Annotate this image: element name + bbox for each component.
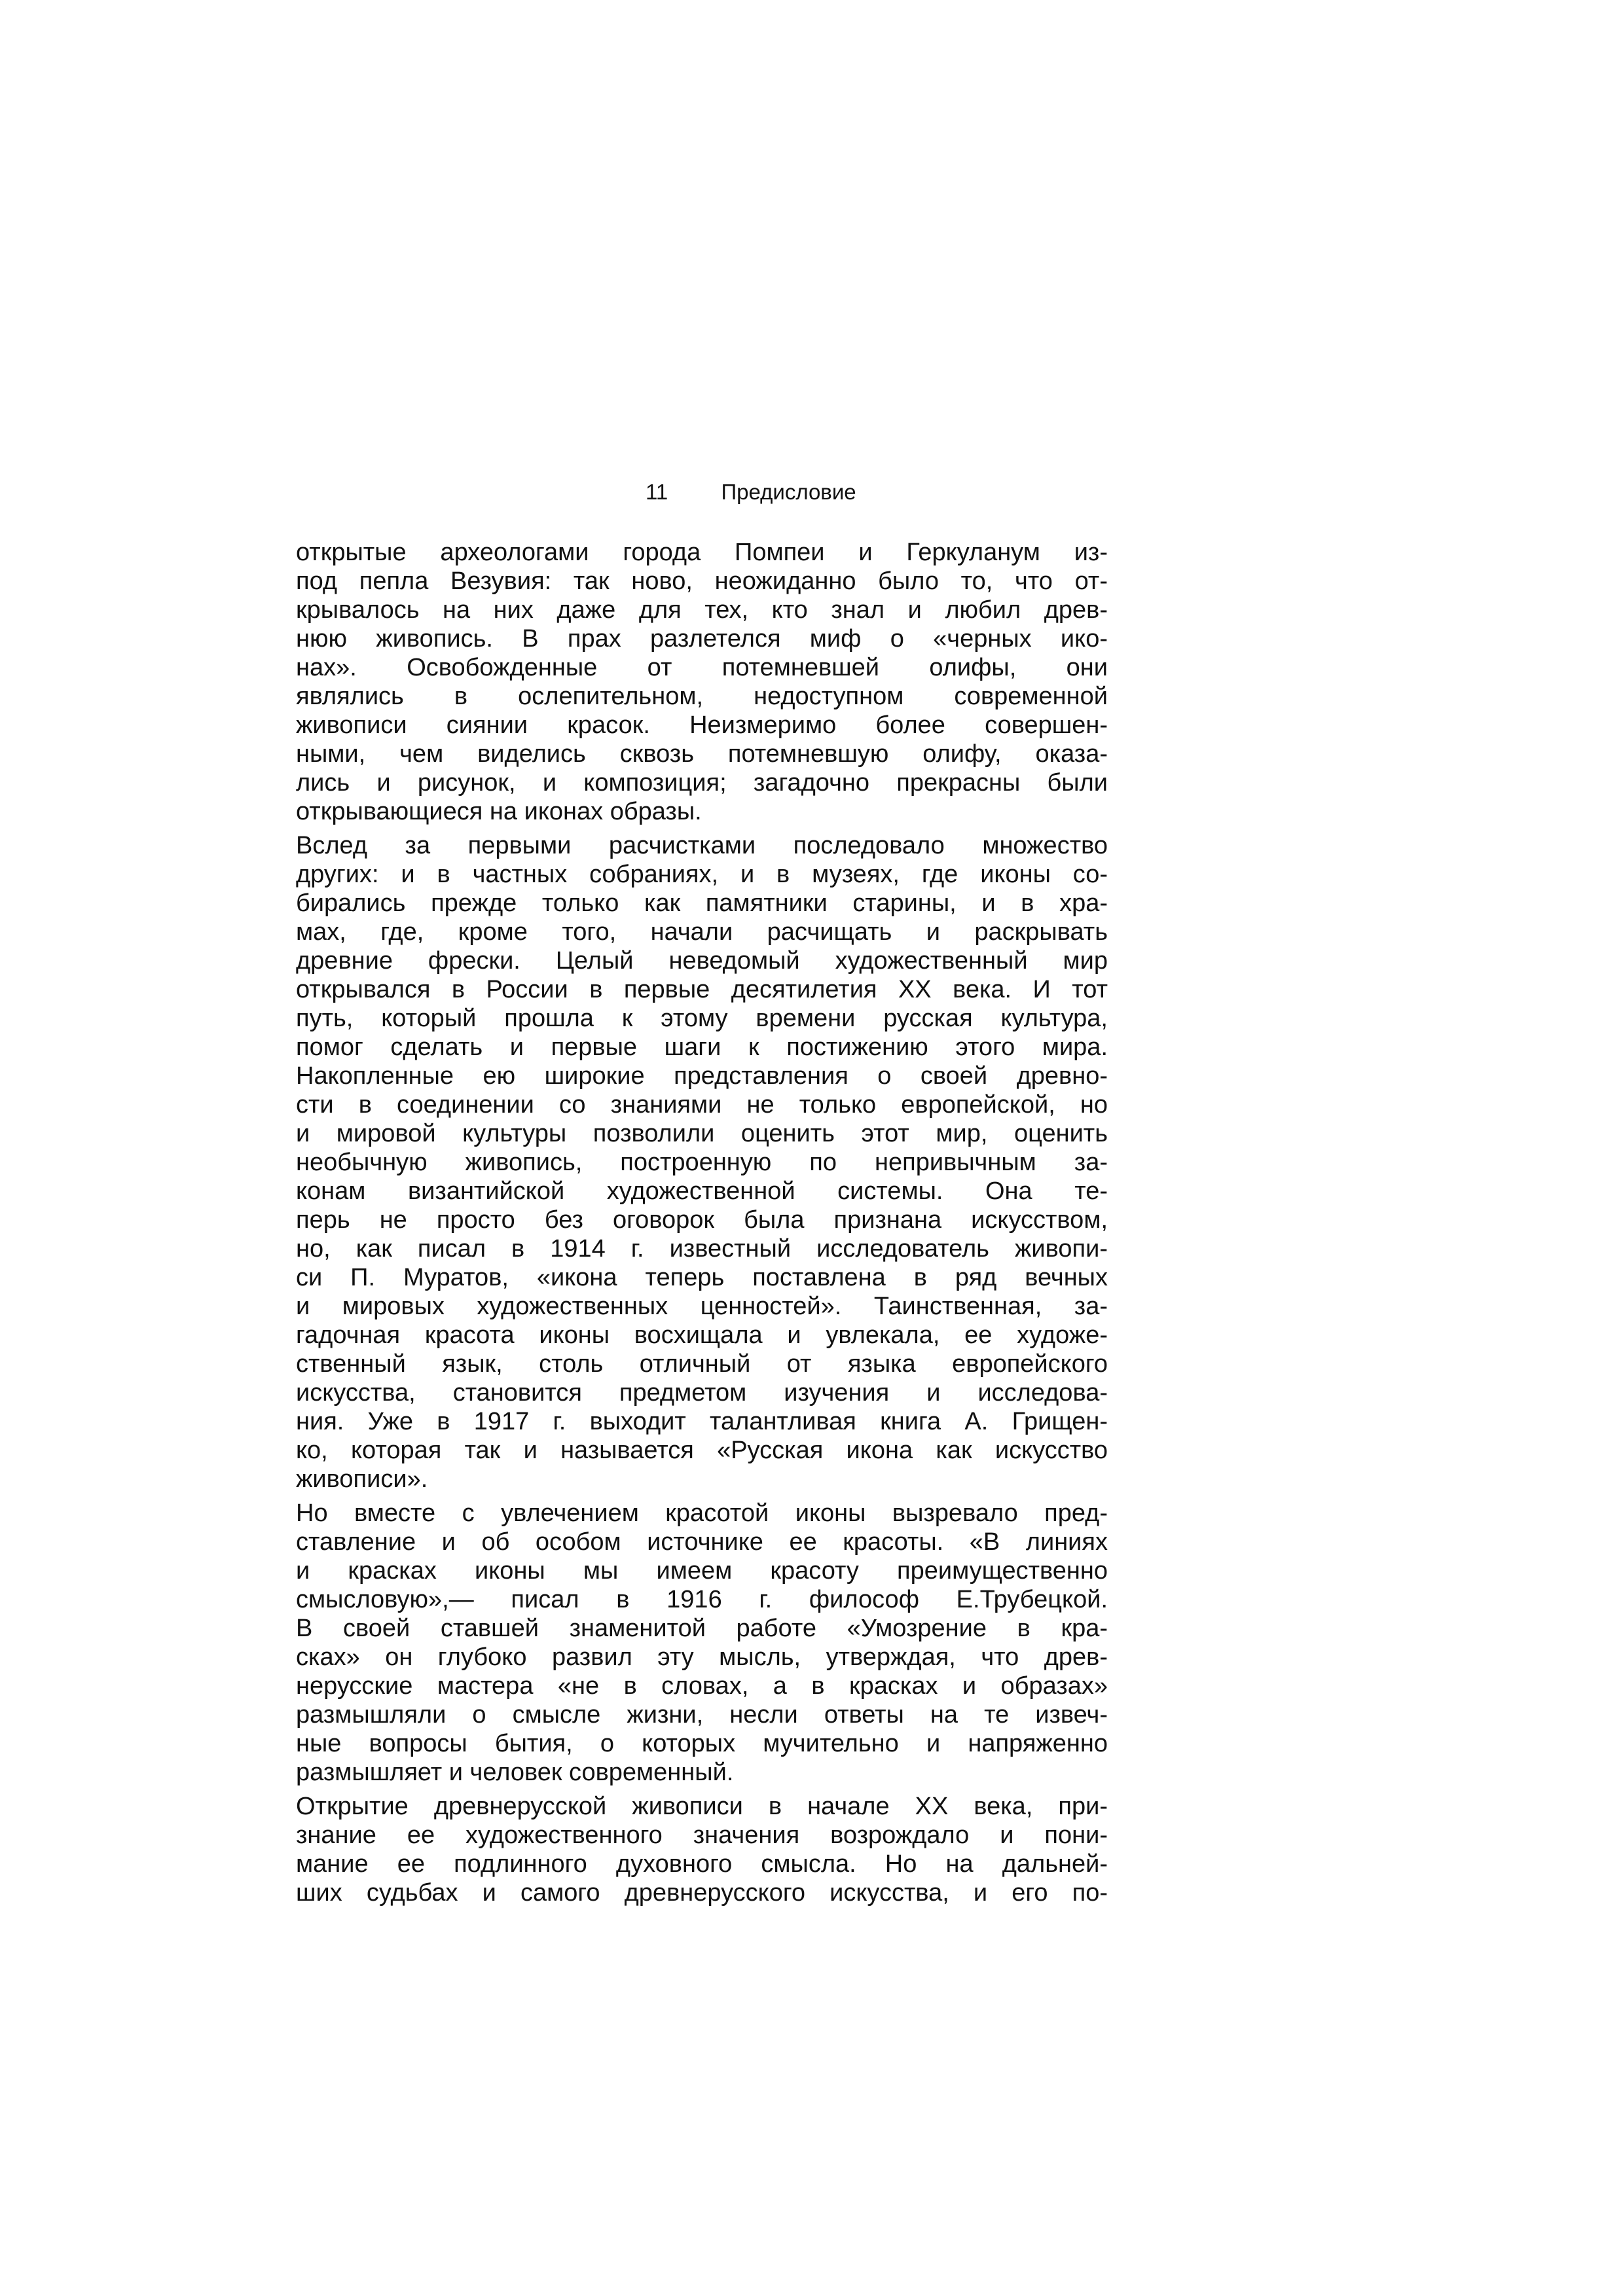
- text-line: нах». Освобожденные от потемневшей олифы, они: [296, 654, 1108, 681]
- text-line: си П. Муратов, «икона теперь поставлена в ряд вечных: [296, 1264, 1108, 1291]
- text-line: сках» он глубоко развил эту мысль, утверждая, что древ-: [296, 1643, 1108, 1671]
- text-line: открывался в России в первые десятилетия XX века. И тот: [296, 976, 1108, 1003]
- text-line: нерусские мастера «не в словах, а в красках и образах»: [296, 1672, 1108, 1700]
- text-line: ставление и об особом источнике ее красоты. «В линиях: [296, 1528, 1108, 1556]
- text-line: и мировых художественных ценностей». Таинственная, за-: [296, 1293, 1108, 1320]
- text-line: других: и в частных собраниях, и в музеях, где иконы со-: [296, 861, 1108, 888]
- text-line: являлись в ослепительном, недоступном современной: [296, 683, 1108, 710]
- paragraph: [296, 538, 1108, 826]
- text-line: лись и рисунок, и композиция; загадочно прекрасны были: [296, 769, 1108, 797]
- text-line: помог сделать и первые шаги к постижению этого мира.: [296, 1033, 1108, 1061]
- text-line: В своей ставшей знаменитой работе «Умозрение в кра-: [296, 1615, 1108, 1642]
- text-line: и красках иконы мы имеем красоту преимущественно: [296, 1557, 1108, 1585]
- text-line: размышляет и человек современный.: [296, 1759, 734, 1786]
- text-line: Вслед за первыми расчистками последовало множество: [296, 832, 1108, 859]
- text-line: и мировой культуры позволили оценить этот мир, оценить: [296, 1120, 1108, 1147]
- text-line: мах, где, кроме того, начали расчищать и раскрывать: [296, 918, 1108, 946]
- running-head: [646, 479, 856, 505]
- text-line: перь не просто без оговорок была признана искусством,: [296, 1206, 1108, 1234]
- paragraph: [296, 1792, 1108, 1907]
- text-line: под пепла Везувия: так ново, неожиданно было то, что от-: [296, 567, 1108, 595]
- page-number: 11: [646, 480, 668, 504]
- text-line: искусства, становится предметом изучения и исследова-: [296, 1379, 1108, 1407]
- text-line: Открытие древнерусской живописи в начале XX века, при-: [296, 1793, 1108, 1820]
- text-line: крывалось на них даже для тех, кто знал и любил древ-: [296, 596, 1108, 624]
- paragraph: [296, 1499, 1108, 1787]
- text-line: ные вопросы бытия, о которых мучительно и напряженно: [296, 1730, 1108, 1757]
- text-line: Но вместе с увлечением красотой иконы вызревало пред-: [296, 1499, 1108, 1527]
- paragraph: [296, 831, 1108, 1494]
- text-line: ственный язык, столь отличный от языка европейского: [296, 1350, 1108, 1378]
- text-line: живописи».: [296, 1465, 428, 1493]
- text-line: бирались прежде только как памятники старины, и в хра-: [296, 889, 1108, 917]
- text-line: Накопленные ею широкие представления о своей древно-: [296, 1062, 1108, 1090]
- text-line: путь, который прошла к этому времени русская культура,: [296, 1005, 1108, 1032]
- text-line: но, как писал в 1914 г. известный исследователь живопи-: [296, 1235, 1108, 1263]
- text-line: знание ее художественного значения возрождало и пони-: [296, 1821, 1108, 1849]
- text-line: открывающиеся на иконах образы.: [296, 798, 702, 825]
- text-line: мание ее подлинного духовного смысла. Но на дальней-: [296, 1850, 1108, 1878]
- text-line: нюю живопись. В прах разлетелся миф о «черных ико-: [296, 625, 1108, 653]
- text-line: размышляли о смысле жизни, несли ответы на те извеч-: [296, 1701, 1108, 1729]
- text-line: ными, чем виделись сквозь потемневшую олифу, оказа-: [296, 740, 1108, 768]
- text-line: конам византийской художественной системы. Она те-: [296, 1177, 1108, 1205]
- running-title: Предисловие: [721, 480, 856, 504]
- text-line: открытые археологами города Помпеи и Геркуланум из-: [296, 539, 1108, 566]
- text-line: необычную живопись, построенную по непривычным за-: [296, 1149, 1108, 1176]
- text-line: ко, которая так и называется «Русская икона как искусство: [296, 1437, 1108, 1464]
- text-line: ния. Уже в 1917 г. выходит талантливая книга А. Грищен-: [296, 1408, 1108, 1435]
- text-line: живописи сиянии красок. Неизмеримо более совершен-: [296, 711, 1108, 739]
- text-line: древние фрески. Целый неведомый художественный мир: [296, 947, 1108, 975]
- text-line: ших судьбах и самого древнерусского искусства, и его по-: [296, 1879, 1108, 1907]
- text-line: сти в соединении со знаниями не только европейской, но: [296, 1091, 1108, 1119]
- body-text: [296, 538, 1108, 1912]
- text-line: гадочная красота иконы восхищала и увлекала, ее художе-: [296, 1321, 1108, 1349]
- text-line: смысловую»,— писал в 1916 г. философ Е.Трубецкой.: [296, 1586, 1108, 1613]
